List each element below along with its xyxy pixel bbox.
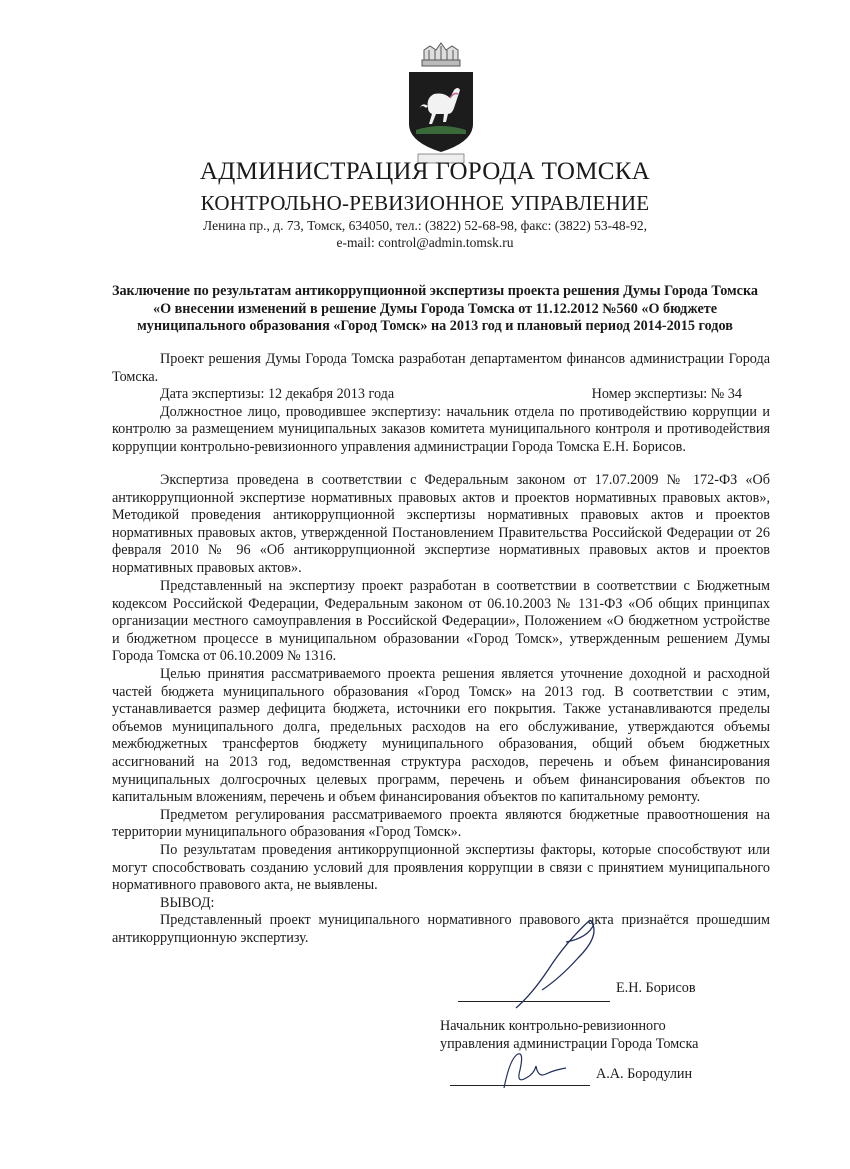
expertise-info-row	[112, 386, 770, 404]
paragraph-developer: Проект решения Думы Города Томска разработан департаментом финансов администрации Города Томска.	[112, 351, 770, 385]
email-line: e-mail: control@admin.tomsk.ru	[336, 235, 514, 250]
body-text	[112, 351, 770, 457]
paragraph-legal-basis: Экспертиза проведена в соответствии с Федеральным законом от 17.07.2009 № 172-ФЗ «Об антикоррупционной экспертизе нормативных правовых актов и проектов нормативных правовых актов», Методикой проведения антикоррупционной экспертизы нормативных правовых актов и проектов нормативных правовых актов, утвержденной Постановлением Правительства Российской Федерации от 26 февраля 2010 № 96 «Об антикоррупционной экспертизе нормативных правовых актов и проектов нормативных правовых актов».	[112, 472, 770, 576]
document-title: Заключение по результатам антикоррупционной экспертизы проекта решения Думы Города Томска «О внесении изменений в решение Думы Города Томска от 11.12.2012 №560 «О бюджете муниципального образования «Город Томск» на 2013 год и плановый период 2014-2015 годов	[111, 283, 759, 335]
paragraph-conclusion: Представленный проект муниципального нормативного правового акта признаётся прошедшим антикоррупционную экспертизу.	[112, 912, 770, 946]
coat-of-arms-icon	[402, 38, 480, 168]
expertise-date: Дата экспертизы: 12 декабря 2013 года	[160, 386, 395, 403]
body-text-4	[112, 666, 770, 948]
head-title-line-1: Начальник контрольно-ревизионного	[440, 1018, 666, 1034]
conclusion-label: ВЫВОД:	[160, 894, 215, 911]
head-name: А.А. Бородулин	[596, 1066, 693, 1082]
expert-name: Е.Н. Борисов	[616, 980, 696, 996]
paragraph-purpose: Целью принятия рассматриваемого проекта решения является уточнение доходной и расходной частей бюджета муниципального образования «Город Томск» на 2013 год. В соответствии с этим, устанавливается размер дефицита бюджета, источники его покрытия. Также устанавливаются пределы объемов муниципального долга, предельных расходов на его обслуживание, утверждаются объемы межбюджетных трансфертов бюджету муниципального образования, общий объем бюджетных ассигнований на 2013 год, ведомственная структура расходов, перечень и объем финансирования муниципальных долгосрочных целевых программ, перечень и объем финансирования объектов по капитальным вложениям, перечень и объем финансирования объектов по капитальному ремонту.	[112, 666, 770, 806]
paragraph-official: Должностное лицо, проводившее экспертизу: начальник отдела по противодействию коррупции и контролю за размещением муниципальных заказов комитета муниципального контроля и противодействия коррупции контрольно-ревизионного управления администрации Города Томска Е.Н. Борисов.	[112, 403, 770, 455]
expertise-number: Номер экспертизы: № 34	[591, 386, 742, 403]
body-text-2	[112, 472, 770, 578]
organization-name: АДМИНИСТРАЦИЯ ГОРОДА ТОМСКА	[199, 158, 651, 185]
head-signature-icon	[496, 1048, 576, 1094]
paragraph-findings: По результатам проведения антикоррупционной экспертизы факторы, которые способствуют или могут способствовать созданию условий для проявления коррупции в связи с принятием муниципального нормативного правового акта, не выявлены.	[112, 841, 770, 894]
department-name: КОНТРОЛЬНО-РЕВИЗИОННОЕ УПРАВЛЕНИЕ	[200, 191, 650, 215]
expert-signature-icon	[470, 912, 620, 1012]
paragraph-subject: Предметом регулирования рассматриваемого проекта являются бюджетные правоотношения на территории муниципального образования «Город Томск».	[112, 806, 770, 841]
body-text-3	[112, 578, 770, 666]
paragraph-project-basis: Представленный на экспертизу проект разработан в соответствии в соответствии с Бюджетным кодексом Российской Федерации, Федеральным законом от 06.10.2003 № 131-ФЗ «Об общих принципах организации местного самоуправления в Российской Федерации», Положением «О бюджетном устройстве и бюджетном процессе в муниципальном образовании «Город Томск», утвержденным решением Думы Города Томска от 06.10.2009 № 1316.	[112, 578, 770, 665]
address-line: Ленина пр., д. 73, Томск, 634050, тел.: (3822) 52-68-98, факс: (3822) 53-48-92,	[203, 218, 647, 233]
head-title-line-2: управления администрации Города Томска	[440, 1036, 699, 1052]
